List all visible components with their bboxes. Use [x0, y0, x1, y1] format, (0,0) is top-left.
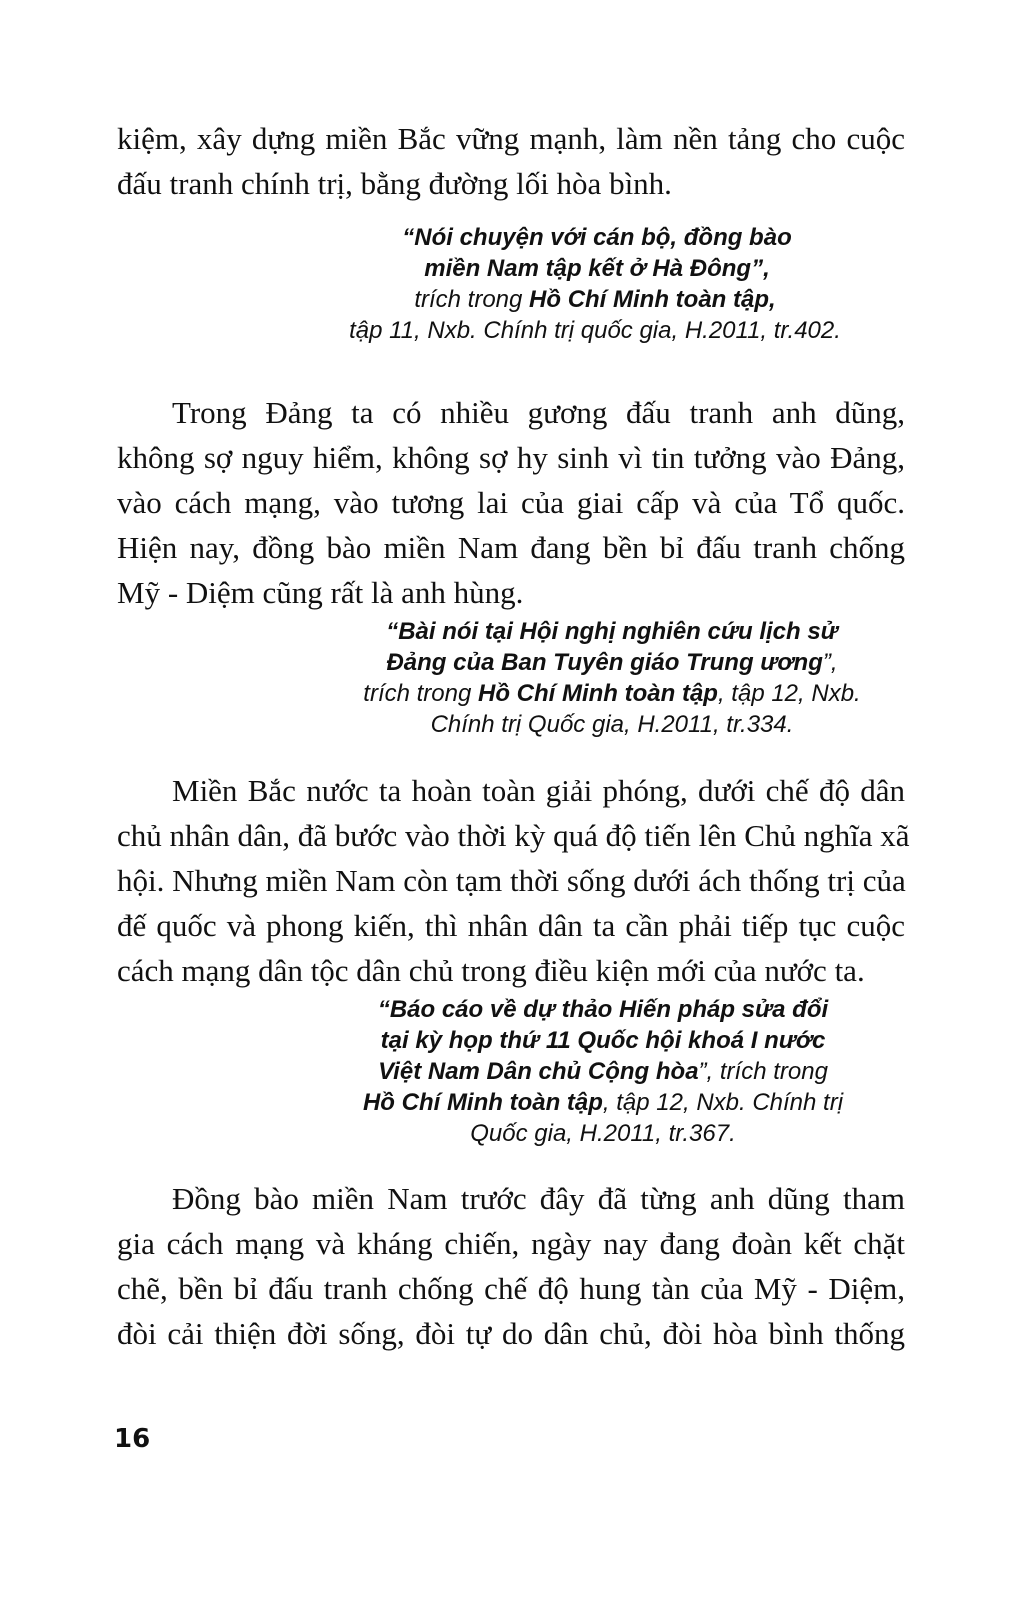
paragraph-line: Hiện nay, đồng bào miền Nam đang bền bỉ đấu tranh chống — [117, 530, 905, 565]
paragraph-line: Miền Bắc nước ta hoàn toàn giải phóng, dưới chế độ dân — [172, 773, 905, 808]
paragraph-line: Đồng bào miền Nam trước đây đã từng anh dũng tham — [172, 1181, 905, 1216]
citation-title: Đảng của Ban Tuyên giáo Trung ương — [386, 649, 823, 676]
paragraph-line: gia cách mạng và kháng chiến, ngày nay đang đoàn kết chặt — [117, 1226, 905, 1261]
paragraph-line: đấu tranh chính trị, bằng đường lối hòa bình. — [117, 166, 672, 201]
citation-text: ”, trích trong — [698, 1058, 828, 1085]
citation-source: Hồ Chí Minh toàn tập — [362, 1089, 603, 1116]
citation-2 — [212, 616, 1012, 740]
citation-text: trích trong — [363, 680, 478, 707]
paragraph-line: không sợ nguy hiểm, không sợ hy sinh vì tin tưởng vào Đảng, — [117, 440, 905, 475]
paragraph-line: đòi cải thiện đời sống, đòi tự do dân chủ, đòi hòa bình thống — [117, 1316, 905, 1351]
paragraph-line: Mỹ - Diệm cũng rất là anh hùng. — [117, 575, 524, 610]
citation-text: , tập 12, Nxb. — [717, 680, 861, 707]
paragraph-line: đế quốc và phong kiến, thì nhân dân ta cần phải tiếp tục cuộc — [117, 908, 905, 943]
citation-title: “Nói chuyện với cán bộ, đồng bào — [402, 224, 792, 251]
citation-text: ”, — [822, 649, 838, 676]
citation-title: “Báo cáo về dự thảo Hiến pháp sửa đổi — [377, 996, 829, 1023]
paragraph-4 — [117, 1176, 905, 1356]
citation-source: Hồ Chí Minh toàn tập, — [529, 286, 776, 313]
citation-1 — [195, 222, 995, 346]
citation-title: tại kỳ họp thứ 11 Quốc hội khoá I nước — [380, 1027, 826, 1054]
citation-text: , tập 12, Nxb. Chính trị — [602, 1089, 844, 1116]
paragraph-line: chẽ, bền bỉ đấu tranh chống chế độ hung tàn của Mỹ - Diệm, — [117, 1271, 905, 1306]
paragraph-line: vào cách mạng, vào tương lai của giai cấp và của Tổ quốc. — [117, 485, 905, 520]
paragraph-line: cách mạng dân tộc dân chủ trong điều kiện mới của nước ta. — [117, 953, 865, 988]
citation-text: tập 11, Nxb. Chính trị quốc gia, H.2011, tr.402. — [349, 317, 841, 344]
paragraph-line: Trong Đảng ta có nhiều gương đấu tranh anh dũng, — [172, 395, 905, 430]
citation-text: Chính trị Quốc gia, H.2011, tr.334. — [430, 711, 794, 738]
paragraph-3 — [117, 768, 910, 993]
citation-title: “Bài nói tại Hội nghị nghiên cứu lịch sử — [386, 618, 838, 645]
paragraph-1 — [117, 116, 905, 206]
citation-text: Quốc gia, H.2011, tr.367. — [470, 1120, 736, 1147]
paragraph-2 — [117, 390, 905, 615]
citation-title: Việt Nam Dân chủ Cộng hòa — [378, 1058, 699, 1085]
citation-text: trích trong — [414, 286, 530, 313]
page-number: 16 — [114, 1424, 151, 1454]
paragraph-line: chủ nhân dân, đã bước vào thời kỳ quá độ tiến lên Chủ nghĩa xã — [117, 818, 910, 853]
citation-title: miền Nam tập kết ở Hà Đông”, — [424, 255, 770, 282]
paragraph-line: hội. Nhưng miền Nam còn tạm thời sống dưới ách thống trị của — [117, 863, 906, 898]
paragraph-line: kiệm, xây dựng miền Bắc vững mạnh, làm nền tảng cho cuộc — [117, 121, 905, 156]
citation-3 — [203, 994, 1003, 1149]
citation-source: Hồ Chí Minh toàn tập — [478, 680, 718, 707]
